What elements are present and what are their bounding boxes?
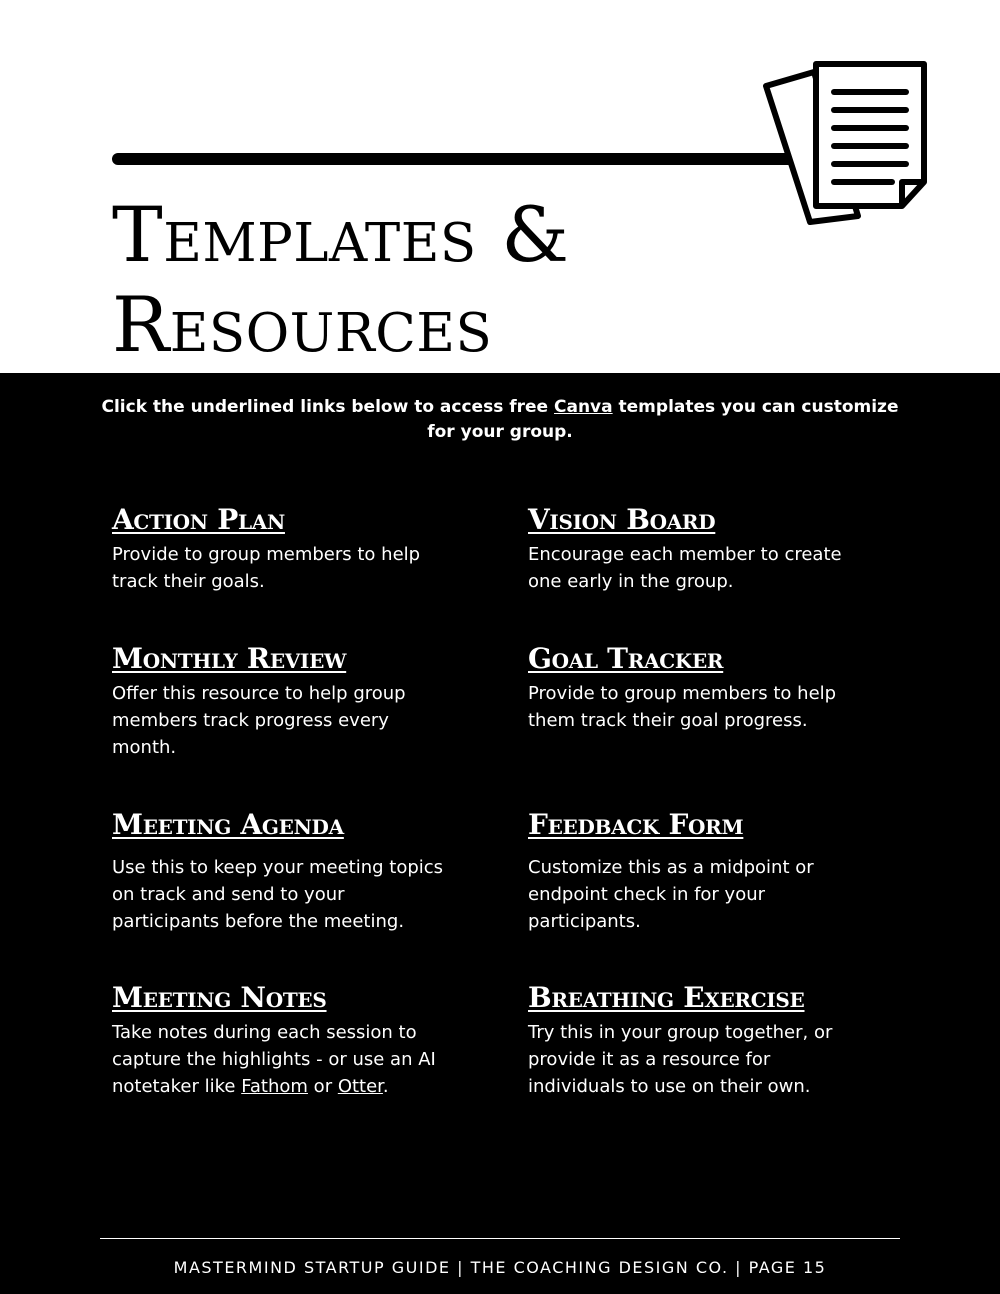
meeting-agenda-link[interactable]: Meeting Agenda bbox=[112, 808, 344, 841]
meeting-notes-desc-after: . bbox=[382, 1076, 389, 1097]
meeting-notes-link[interactable]: Meeting Notes bbox=[112, 981, 327, 1014]
resource-meeting-agenda bbox=[112, 808, 482, 935]
intro-after: templates you can customize for your group. bbox=[427, 397, 899, 442]
canva-link[interactable]: Canva bbox=[554, 397, 613, 417]
action-plan-desc: Provide to group members to help track their goals. bbox=[112, 544, 421, 592]
goal-tracker-link[interactable]: Goal Tracker bbox=[528, 642, 724, 675]
header-rule bbox=[112, 153, 802, 165]
meeting-notes-desc bbox=[112, 1019, 452, 1100]
title-line-1: Templates & bbox=[112, 190, 570, 279]
otter-link[interactable]: Otter bbox=[337, 1076, 383, 1097]
resource-breathing-exercise bbox=[528, 981, 898, 1100]
breathing-exercise-link[interactable]: Breathing Exercise bbox=[528, 981, 805, 1014]
header-section bbox=[0, 0, 1000, 373]
goal-tracker-desc: Provide to group members to help them track their goal progress. bbox=[528, 683, 837, 731]
breathing-exercise-desc: Try this in your group together, or provide it as a resource for individuals to use on their own. bbox=[528, 1022, 833, 1097]
vision-board-desc: Encourage each member to create one early in the group. bbox=[528, 544, 842, 592]
content-section bbox=[0, 373, 1000, 1294]
page-footer: MASTERMIND STARTUP GUIDE | THE COACHING DESIGN CO. | PAGE 15 bbox=[173, 1258, 827, 1277]
title-line-2: Resources bbox=[112, 280, 493, 369]
meeting-notes-desc-mid: or bbox=[307, 1076, 338, 1097]
meeting-notes-desc-before: Take notes during each session to capture the highlights - or use an AI notetaker like bbox=[112, 1022, 436, 1097]
document-stack-icon bbox=[758, 56, 934, 236]
resource-feedback-form bbox=[528, 808, 898, 935]
resource-goal-tracker bbox=[528, 642, 898, 734]
resource-action-plan bbox=[112, 503, 482, 595]
monthly-review-desc: Offer this resource to help group members track progress every month. bbox=[112, 683, 406, 758]
monthly-review-link[interactable]: Monthly Review bbox=[112, 642, 347, 675]
feedback-form-desc: Customize this as a midpoint or endpoint check in for your participants. bbox=[528, 857, 814, 932]
meeting-agenda-desc: Use this to keep your meeting topics on track and send to your participants before the meeting. bbox=[112, 857, 444, 932]
page-title bbox=[112, 190, 570, 370]
resource-vision-board bbox=[528, 503, 898, 595]
footer-divider bbox=[100, 1238, 900, 1239]
fathom-link[interactable]: Fathom bbox=[241, 1076, 308, 1097]
action-plan-link[interactable]: Action Plan bbox=[112, 503, 285, 536]
intro-before: Click the underlined links below to access free bbox=[101, 397, 554, 417]
resource-meeting-notes bbox=[112, 981, 482, 1100]
intro-text bbox=[100, 395, 900, 445]
feedback-form-link[interactable]: Feedback Form bbox=[528, 808, 744, 841]
vision-board-link[interactable]: Vision Board bbox=[528, 503, 716, 536]
resource-monthly-review bbox=[112, 642, 482, 761]
